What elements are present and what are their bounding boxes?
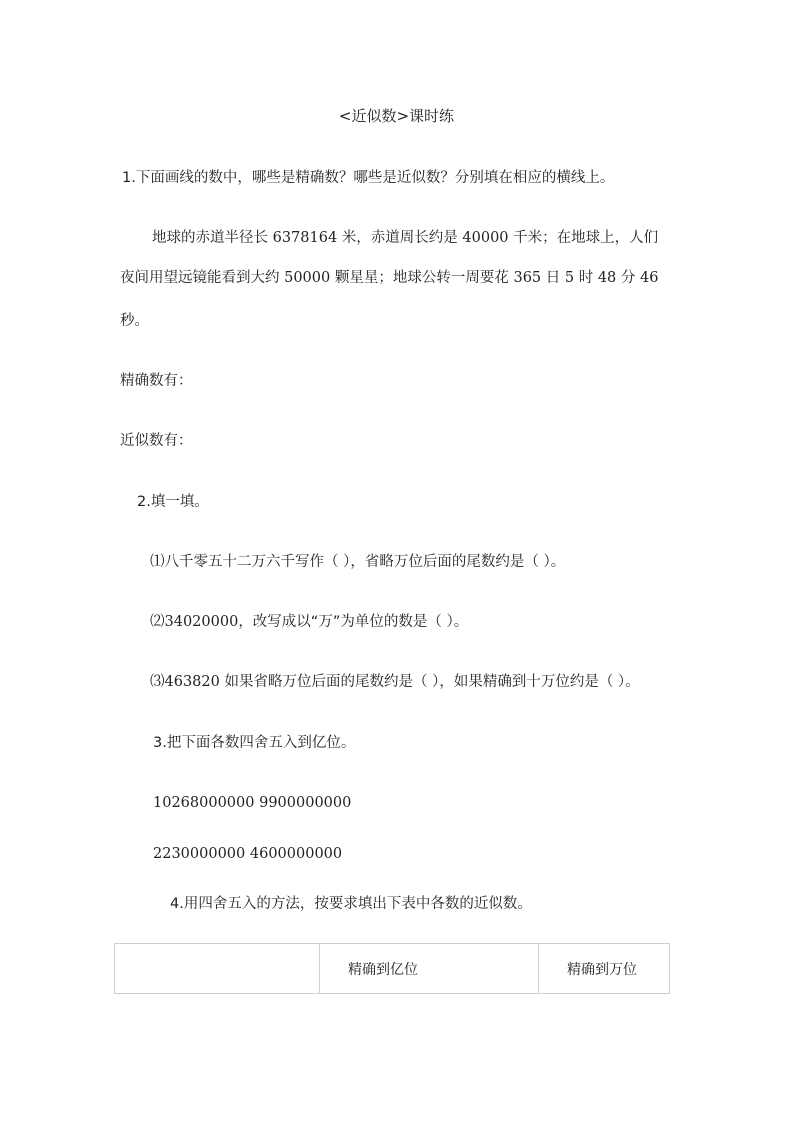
q1-passage-line-1 — [152, 228, 658, 248]
q3-prompt: 3.把下面各数四舍五入到亿位。 — [153, 735, 356, 751]
q1-l1-number-1: 6378164 — [272, 230, 338, 246]
q2-item-3-text: 如果省略万位后面的尾数约是（ ），如果精确到十万位约是（ ）。 — [224, 674, 640, 690]
q4-table — [114, 943, 670, 994]
table-header-cell: 精确到万位 — [539, 944, 670, 994]
q1-approx-label: 近似数有： — [120, 433, 193, 449]
q2-item-2 — [150, 612, 468, 632]
q1-prompt: 1.下面画线的数中，哪些是精确数？哪些是近似数？分别填在相应的横线上。 — [122, 170, 615, 186]
table-header-cell: 精确到亿位 — [320, 944, 539, 994]
q1-passage-line-3: 秒。 — [120, 313, 149, 329]
page-title: <近似数>课时练 — [338, 107, 455, 125]
q1-passage-line-2 — [120, 268, 658, 288]
q1-l2-text-3: 日 — [545, 270, 561, 286]
q2-item-2-number: 34020000 — [164, 614, 239, 630]
q1-l2-number-1: 50000 — [284, 270, 331, 286]
q4-prompt: 4.用四舍五入的方法，按要求填出下表中各数的近似数。 — [170, 896, 532, 912]
q2-item-3 — [150, 672, 640, 692]
q1-l2-number-5: 46 — [640, 270, 659, 286]
q1-l1-number-2: 40000 — [462, 230, 509, 246]
q1-l2-number-3: 5 — [564, 270, 575, 286]
q2-prompt: 2.填一填。 — [137, 494, 209, 510]
q2-item-3-number: 463820 — [164, 674, 220, 690]
q2-item-2-text: ，改写成以“万”为单位的数是（ ）。 — [238, 614, 469, 630]
q3-numbers-row-1: 10268000000 9900000000 — [153, 795, 352, 811]
q1-l2-number-4: 48 — [597, 270, 617, 286]
q1-exact-label: 精确数有： — [120, 373, 193, 389]
q3-numbers-row-2: 2230000000 4600000000 — [153, 846, 343, 862]
q1-l2-number-2: 365 — [513, 270, 542, 286]
q2-item-2-mark: ⑵ — [150, 614, 165, 630]
q1-l1-text-3: 千米；在地球上，人们 — [513, 230, 659, 246]
table-row — [115, 944, 670, 994]
q1-l2-text-5: 分 — [620, 270, 636, 286]
q2-item-1: ⑴八千零五十二万六千写作（ ），省略万位后面的尾数约是（ ）。 — [150, 554, 566, 570]
q1-l2-text-1: 夜间用望远镜能看到大约 — [120, 270, 280, 286]
q1-l1-text-2: 米，赤道周长约是 — [341, 230, 458, 246]
table-header-cell — [115, 944, 320, 994]
q1-l2-text-2: 颗星星；地球公转一周要花 — [334, 270, 509, 286]
q1-l2-text-4: 时 — [578, 270, 594, 286]
q1-l1-text-1: 地球的赤道半径长 — [152, 230, 268, 246]
q2-item-3-mark: ⑶ — [150, 674, 165, 690]
